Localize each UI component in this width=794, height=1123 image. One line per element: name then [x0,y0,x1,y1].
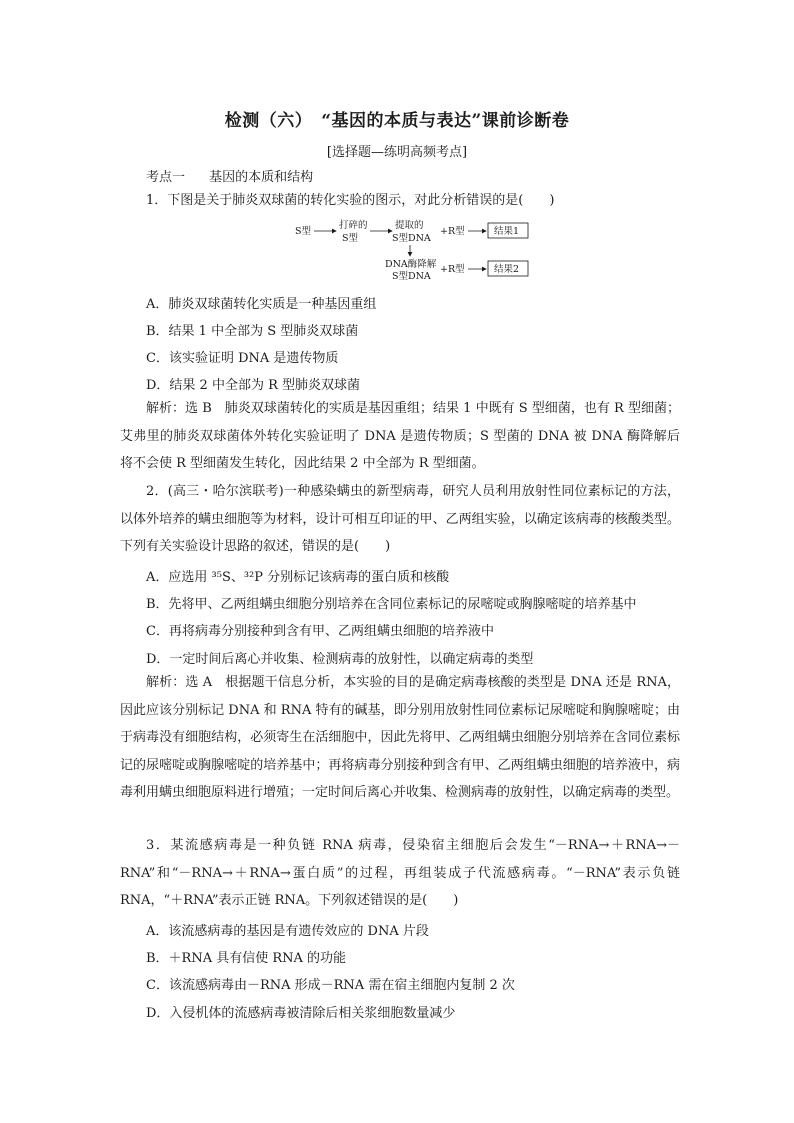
diagram-plus-r-1: +R型 [440,226,465,237]
q1-option-c: C．该实验证明 DNA 是遗传物质 [146,351,339,366]
question-2-stem: 2．(高三・哈尔滨联考)一种感染螨虫的新型病毒，研究人员利用放射性同位素标记的方法，以体外培养的螨虫细胞等为材料，设计可相互印证的甲、乙两组实验，以确定该病毒的核酸类型。下列有关实验设计思路的叙述，错误的是( ) [120,484,680,554]
section-heading [146,166,333,185]
section-name: 基因的本质和结构 [209,170,314,185]
q1-analysis-text: 解析：选 B 肺炎双球菌转化的实质是基因重组；结果 1 中既有 S 型细菌，也有 R 型细菌；艾弗里的肺炎双球菌体外转化实验证明了 DNA 是遗传物质；S 型菌的 DNA 被 DNA 酶降解后将不会使 R 型细菌发生转化，因此结果 2 中全部为 R 型细菌。 [120,401,680,471]
section-label: 考点一 [146,170,186,185]
diagram-plus-r-2: +R型 [440,264,465,275]
question-1-stem: 1．下图是关于肺炎双球菌的转化实验的图示，对此分析错误的是( ) [146,193,555,208]
diagram-crushed-2: S型 [342,233,359,244]
q1-option-a: A．肺炎双球菌转化实质是一种基因重组 [146,297,377,312]
diagram-crushed-1: 打碎的 [339,220,368,231]
diagram-result-1: 结果1 [494,226,520,237]
q3-option-b: B．＋RNA 具有信使 RNA 的功能 [146,951,347,966]
q2-option-a: A．应选用 ³⁵S、³²P 分别标记该病毒的蛋白质和核酸 [146,570,450,585]
q1-option-d: D．结果 2 中全部为 R 型肺炎双球菌 [146,378,361,393]
diagram-s-type: S型 [295,226,312,237]
page-subtitle: [选择题—练明高频考点] [326,145,468,160]
q3-option-d: D．入侵机体的流感病毒被清除后相关浆细胞数量减少 [146,1006,456,1021]
diagram-dnase-2: S型DNA [392,271,431,282]
diagram-result-2: 结果2 [494,264,520,275]
q3-option-a: A．该流感病毒的基因是有遗传效应的 DNA 片段 [146,924,429,939]
page-title: 检测（六） “基因的本质与表达”课前诊断卷 [224,111,570,131]
q2-analysis-text: 解析：选 A 根据题干信息分析，本实验的目的是确定病毒核酸的类型是 DNA 还是 RNA，因此应该分别标记 DNA 和 RNA 特有的碱基，即分别用放射性同位素标记尿嘧啶和胸腺嘧啶；由于病毒没有细胞结构，必须寄生在活细胞中，因此先将甲、乙两组螨虫细胞分别培养在含同位素标记的尿嘧啶或胸腺嘧啶的培养基中；再将病毒分别接种到含有甲、乙两组螨虫细胞的培养液中，病毒利用螨虫细胞原料进行增殖；一定时间后离心并收集、检测病毒的放射性，以确定病毒的类型。 [120,675,680,800]
diagram-extract-2: S型DNA [392,233,431,244]
q1-option-b: B．结果 1 中全部为 S 型肺炎双球菌 [146,324,359,339]
q2-option-d: D．一定时间后离心并收集、检测病毒的放射性，以确定病毒的类型 [146,652,534,667]
q2-option-c: C．再将病毒分别接种到含有甲、乙两组螨虫细胞的培养液中 [146,624,494,639]
diagram-extract-1: 提取的 [395,220,424,231]
diagram-dnase-1: DNA酶降解 [385,259,437,270]
transformation-diagram [290,216,540,286]
q3-option-c: C．该流感病毒由－RNA 形成－RNA 需在宿主细胞内复制 2 次 [146,978,515,993]
q2-option-b: B．先将甲、乙两组螨虫细胞分别培养在含同位素标记的尿嘧啶或胸腺嘧啶的培养基中 [146,597,637,612]
question-3 [120,832,680,915]
question-3-stem: 3．某流感病毒是一种负链 RNA 病毒，侵染宿主细胞后会发生“－RNA→＋RNA→－RNA”和“－RNA→＋RNA→蛋白质”的过程，再组装成子代流感病毒。“－RNA”表示负链 RNA，“＋RNA”表示正链 RNA。下列叙述错误的是( ) [120,838,680,908]
question-2 [120,478,680,561]
q1-analysis [120,395,680,478]
q2-analysis [120,669,680,807]
